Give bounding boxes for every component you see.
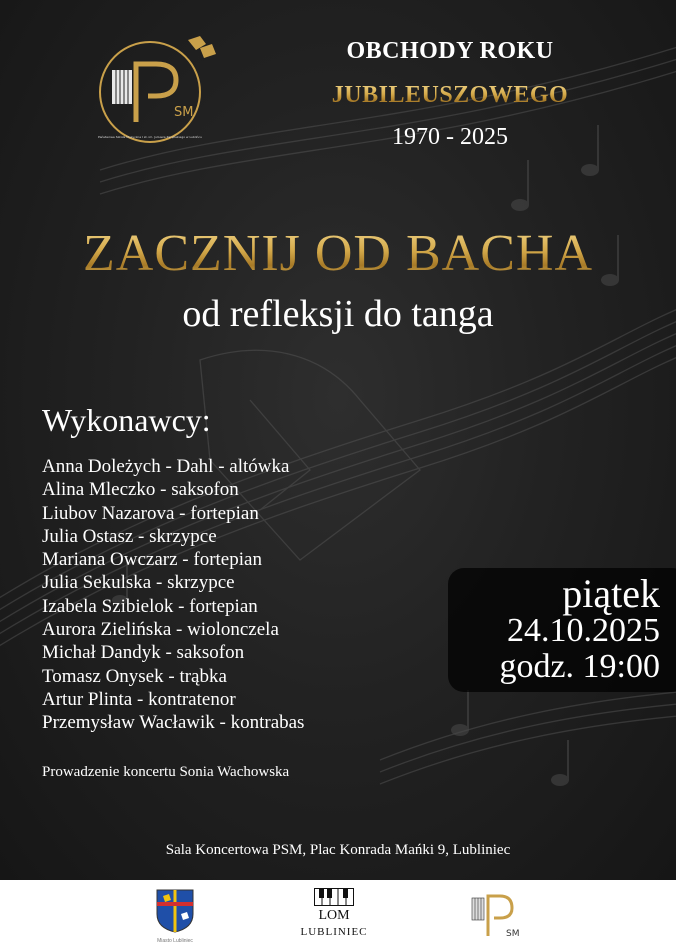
concert-host: Prowadzenie koncertu Sonia Wachowska (42, 764, 290, 780)
performer-item: Artur Plinta - kontratenor (42, 688, 236, 710)
svg-text:SM: SM (174, 105, 194, 120)
anniversary-line-2: JUBILEUSZOWEGO (290, 82, 610, 109)
city-crest-icon (155, 888, 195, 934)
lom-logo-name: LOM (318, 908, 350, 923)
event-date: 24.10.2025 (507, 612, 660, 649)
performer-item: Julia Ostasz - skrzypce (42, 525, 217, 547)
school-logo (92, 30, 222, 150)
concert-subtitle: od refleksji do tanga (182, 293, 494, 335)
lom-logo-city: LUBLINIEC (300, 926, 368, 938)
performer-item: Aurora Zielińska - wiolonczela (42, 619, 279, 641)
performers-list (42, 455, 304, 735)
school-logo-small (466, 886, 526, 946)
crest-caption: Miasto Lubliniec (157, 938, 193, 944)
svg-text:Państwowa Szkoła Muzyczna I st: Państwowa Szkoła Muzyczna I st. im. Juliusza Zarębskiego w Lublińcu (98, 135, 202, 139)
performer-item: Michał Dandyk - saksofon (42, 642, 245, 664)
svg-text:SM: SM (506, 929, 520, 939)
performer-item: Mariana Owczarz - fortepian (42, 549, 262, 571)
venue-address: Sala Koncertowa PSM, Plac Konrada Mańki 9, Lubliniec (165, 842, 511, 858)
anniversary-line-1: OBCHODY ROKU (346, 38, 554, 64)
performer-item: Przemysław Wacławik - kontrabas (42, 712, 305, 734)
concert-title: ZACZNIJ OD BACHA (0, 224, 676, 283)
event-time: godz. 19:00 (499, 648, 660, 685)
piano-keys-icon (314, 888, 354, 906)
performer-item: Anna Doleżych - Dahl - altówka (42, 456, 290, 477)
event-day: piątek (562, 571, 660, 616)
performer-item: Liubov Nazarova - fortepian (42, 502, 259, 524)
performer-item: Izabela Szibielok - fortepian (42, 595, 258, 617)
anniversary-years: 1970 - 2025 (392, 124, 508, 150)
performer-item: Tomasz Onysek - trąbka (42, 665, 227, 687)
performer-item: Julia Sekulska - skrzypce (42, 572, 235, 594)
performer-item: Alina Mleczko - saksofon (42, 479, 239, 501)
performers-heading: Wykonawcy: (42, 402, 211, 438)
sponsor-footer (0, 880, 676, 952)
